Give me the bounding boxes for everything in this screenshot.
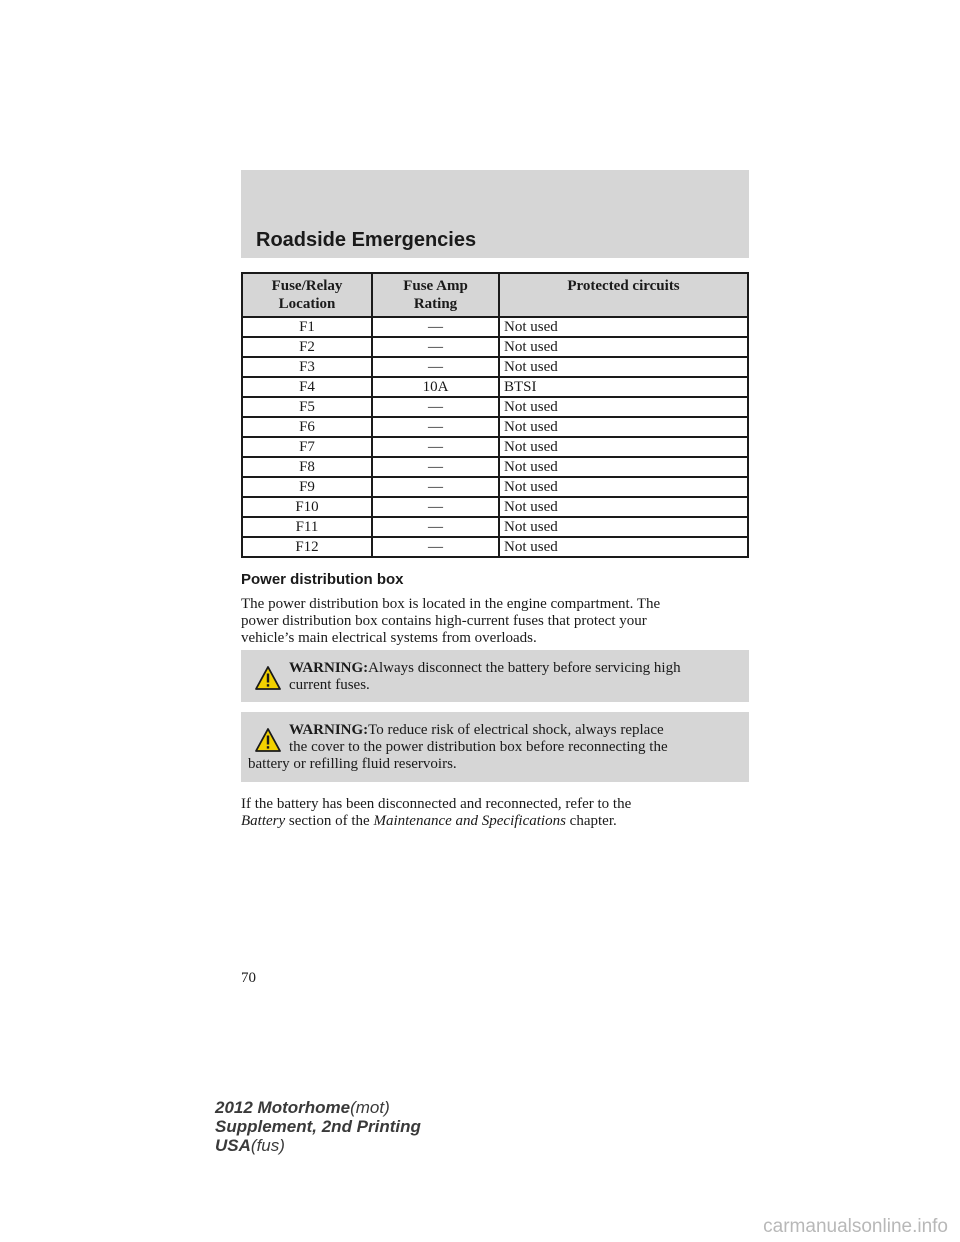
table-row bbox=[242, 477, 748, 497]
fuse-amp-cell: — bbox=[372, 357, 499, 377]
fuse-amp-cell: — bbox=[372, 337, 499, 357]
table-row bbox=[242, 357, 748, 377]
maintenance-ref: Maintenance and Specifications bbox=[373, 813, 566, 829]
table-row bbox=[242, 377, 748, 397]
closing-paragraph bbox=[241, 796, 749, 830]
warning-text-1b: current fuses. bbox=[289, 677, 370, 693]
footer-model-code: (mot) bbox=[350, 1098, 390, 1117]
fuse-amp-cell: — bbox=[372, 497, 499, 517]
protected-circuit-cell: Not used bbox=[499, 437, 748, 457]
protected-circuit-cell: Not used bbox=[499, 517, 748, 537]
warning-triangle-icon bbox=[255, 728, 281, 752]
fuse-location-cell: F9 bbox=[242, 477, 372, 497]
table-row bbox=[242, 497, 748, 517]
protected-circuit-cell: Not used bbox=[499, 497, 748, 517]
col-header-amp-line2: Rating bbox=[413, 296, 458, 312]
fuse-amp-cell: — bbox=[372, 477, 499, 497]
intro-line-3: vehicle’s main electrical systems from overloads. bbox=[241, 630, 537, 646]
protected-circuit-cell: BTSI bbox=[499, 377, 748, 397]
col-header-amp-line1: Fuse Amp bbox=[403, 278, 468, 294]
warning-box-2 bbox=[241, 712, 749, 782]
protected-circuit-cell: Not used bbox=[499, 477, 748, 497]
table-row bbox=[242, 337, 748, 357]
table-row bbox=[242, 537, 748, 557]
fuse-location-cell: F12 bbox=[242, 537, 372, 557]
table-row bbox=[242, 417, 748, 437]
fuse-location-cell: F11 bbox=[242, 517, 372, 537]
fuse-location-cell: F2 bbox=[242, 337, 372, 357]
fuse-amp-cell: — bbox=[372, 417, 499, 437]
page-title: Roadside Emergencies bbox=[256, 229, 477, 251]
fuse-amp-cell: 10A bbox=[372, 377, 499, 397]
page-number: 70 bbox=[241, 970, 256, 986]
warning-text-2b: the cover to the power distribution box before reconnecting the bbox=[289, 739, 668, 755]
table-row bbox=[242, 517, 748, 537]
table-row bbox=[242, 457, 748, 477]
closing-line-1: If the battery has been disconnected and reconnected, refer to the bbox=[241, 796, 632, 812]
footer-market-code: (fus) bbox=[250, 1136, 285, 1155]
fuse-location-cell: F3 bbox=[242, 357, 372, 377]
fuse-amp-cell: — bbox=[372, 537, 499, 557]
fuse-amp-cell: — bbox=[372, 437, 499, 457]
fuse-location-cell: F1 bbox=[242, 317, 372, 337]
closing-mid: section of the bbox=[288, 813, 370, 829]
watermark: carmanualsonline.info bbox=[763, 1216, 948, 1237]
fuse-location-cell: F4 bbox=[242, 377, 372, 397]
warning-triangle-icon bbox=[255, 666, 281, 690]
col-header-location bbox=[242, 273, 372, 317]
table-row bbox=[242, 317, 748, 337]
fuse-location-cell: F7 bbox=[242, 437, 372, 457]
protected-circuit-cell: Not used bbox=[499, 337, 748, 357]
footer-supplement: Supplement, 2nd Printing bbox=[215, 1117, 421, 1136]
warning-label-1: WARNING: bbox=[289, 660, 369, 676]
warning-text-2c: battery or refilling fluid reservoirs. bbox=[248, 756, 457, 772]
protected-circuit-cell: Not used bbox=[499, 397, 748, 417]
fuse-location-cell: F5 bbox=[242, 397, 372, 417]
intro-paragraph bbox=[241, 596, 749, 647]
protected-circuit-cell: Not used bbox=[499, 317, 748, 337]
intro-line-2: power distribution box contains high-current fuses that protect your bbox=[241, 613, 647, 629]
protected-circuit-cell: Not used bbox=[499, 457, 748, 477]
fuse-location-cell: F10 bbox=[242, 497, 372, 517]
fuse-location-cell: F8 bbox=[242, 457, 372, 477]
fuse-table bbox=[241, 272, 749, 558]
fuse-amp-cell: — bbox=[372, 397, 499, 417]
warning-text-1a: Always disconnect the battery before servicing high bbox=[368, 660, 681, 676]
battery-ref: Battery bbox=[241, 813, 286, 829]
col-header-amp bbox=[372, 273, 499, 317]
protected-circuit-cell: Not used bbox=[499, 357, 748, 377]
fuse-amp-cell: — bbox=[372, 457, 499, 477]
fuse-amp-cell: — bbox=[372, 517, 499, 537]
footer-model: 2012 Motorhome bbox=[215, 1098, 351, 1117]
footer-market: USA bbox=[215, 1136, 251, 1155]
col-header-location-line2: Location bbox=[278, 296, 336, 312]
fuse-amp-cell: — bbox=[372, 317, 499, 337]
section-heading: Power distribution box bbox=[241, 571, 404, 588]
table-row bbox=[242, 437, 748, 457]
warning-box-1 bbox=[241, 650, 749, 702]
fuse-location-cell: F6 bbox=[242, 417, 372, 437]
warning-label-2: WARNING: bbox=[289, 722, 369, 738]
col-header-circuits: Protected circuits bbox=[499, 273, 748, 317]
col-header-location-line1: Fuse/Relay bbox=[271, 278, 343, 294]
intro-line-1: The power distribution box is located in the engine compartment. The bbox=[241, 596, 661, 612]
protected-circuit-cell: Not used bbox=[499, 417, 748, 437]
table-row bbox=[242, 397, 748, 417]
protected-circuit-cell: Not used bbox=[499, 537, 748, 557]
footer bbox=[215, 1098, 421, 1155]
closing-end: chapter. bbox=[569, 813, 617, 829]
table-header-row bbox=[242, 273, 748, 317]
fuse-table-body bbox=[242, 317, 748, 557]
warning-text-2a: To reduce risk of electrical shock, always replace bbox=[368, 722, 664, 738]
